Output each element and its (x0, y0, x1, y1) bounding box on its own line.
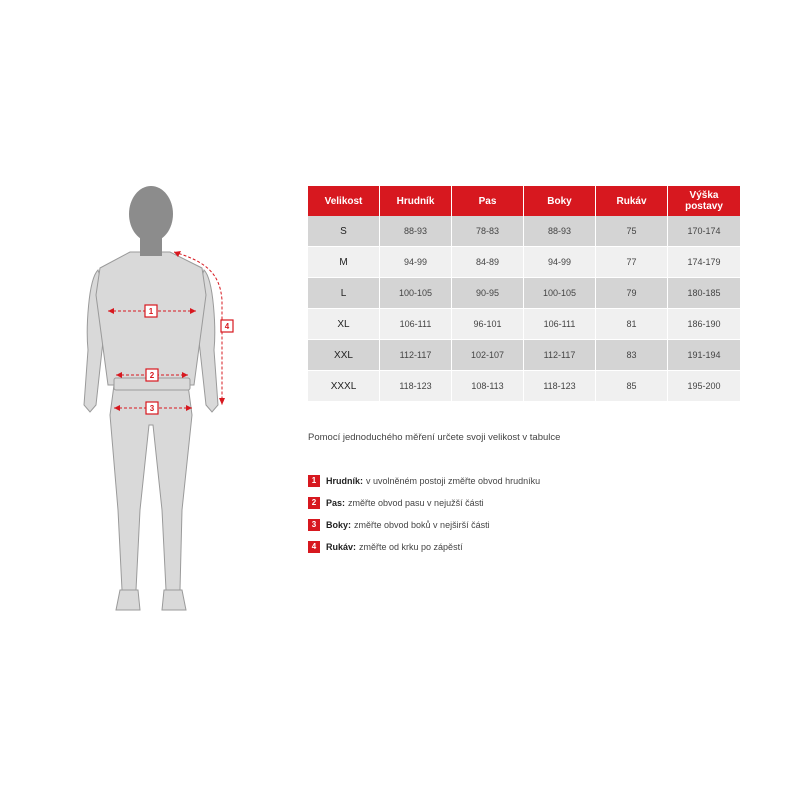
table-cell: XXXL (308, 371, 380, 402)
legend-number: 4 (308, 541, 320, 553)
table-header-row (308, 186, 740, 216)
table-cell: 106-111 (524, 309, 596, 340)
table-cell: S (308, 216, 380, 247)
table-cell: 94-99 (380, 247, 452, 278)
table-cell: 118-123 (380, 371, 452, 402)
legend-text: v uvolněném postoji změřte obvod hrudníku (366, 476, 541, 486)
header-waist: Pas (452, 186, 524, 216)
measurement-legend (308, 470, 540, 558)
marker-waist (146, 369, 158, 381)
table-cell: 191-194 (668, 340, 740, 371)
table-cell: 94-99 (524, 247, 596, 278)
table-cell: 88-93 (380, 216, 452, 247)
legend-text: změřte obvod boků v nejširší části (354, 520, 490, 530)
legend-item-sleeve (308, 536, 540, 558)
table-row (308, 340, 740, 371)
table-cell: 83 (596, 340, 668, 371)
table-cell: M (308, 247, 380, 278)
table-cell: 112-117 (524, 340, 596, 371)
table-cell: 75 (596, 216, 668, 247)
legend-number: 1 (308, 475, 320, 487)
table-row (308, 216, 740, 247)
table-cell: 77 (596, 247, 668, 278)
legend-item-hips (308, 514, 540, 536)
table-cell: 108-113 (452, 371, 524, 402)
size-table (308, 186, 740, 402)
table-cell: 102-107 (452, 340, 524, 371)
table-cell: 79 (596, 278, 668, 309)
table-cell: 85 (596, 371, 668, 402)
legend-term: Rukáv: (326, 542, 357, 552)
table-row (308, 371, 740, 402)
table-cell: 174-179 (668, 247, 740, 278)
table-cell: XXL (308, 340, 380, 371)
marker-waist-label: 2 (149, 371, 155, 380)
header-chest: Hrudník (380, 186, 452, 216)
table-cell: XL (308, 309, 380, 340)
table-cell: 170-174 (668, 216, 740, 247)
legend-text: změřte obvod pasu v nejužší části (348, 498, 484, 508)
table-cell: 90-95 (452, 278, 524, 309)
legend-term: Boky: (326, 520, 352, 530)
legend-term: Pas: (326, 498, 346, 508)
table-cell: 180-185 (668, 278, 740, 309)
header-height: Výška postavy (668, 186, 740, 216)
table-row (308, 278, 740, 309)
legend-number: 3 (308, 519, 320, 531)
table-cell: 100-105 (524, 278, 596, 309)
marker-hips (146, 402, 158, 414)
table-cell: 195-200 (668, 371, 740, 402)
table-cell: 84-89 (452, 247, 524, 278)
legend-item-chest (308, 470, 540, 492)
body-figure (70, 180, 250, 620)
intro-text: Pomocí jednoduchého měření určete svoji velikost v tabulce (308, 432, 561, 443)
header-hips: Boky (524, 186, 596, 216)
legend-number: 2 (308, 497, 320, 509)
table-cell: 88-93 (524, 216, 596, 247)
table-cell: 78-83 (452, 216, 524, 247)
table-cell: 186-190 (668, 309, 740, 340)
marker-sleeve-label: 4 (224, 322, 230, 331)
legend-text: změřte od krku po zápěstí (359, 542, 463, 552)
table-cell: 96-101 (452, 309, 524, 340)
table-row (308, 247, 740, 278)
marker-sleeve (221, 320, 233, 332)
table-cell: L (308, 278, 380, 309)
marker-hips-label: 3 (149, 404, 155, 413)
legend-term: Hrudník: (326, 476, 363, 486)
table-cell: 106-111 (380, 309, 452, 340)
header-size: Velikost (308, 186, 380, 216)
marker-chest-label: 1 (148, 307, 154, 316)
header-sleeve: Rukáv (596, 186, 668, 216)
legend-item-waist (308, 492, 540, 514)
table-cell: 100-105 (380, 278, 452, 309)
table-cell: 118-123 (524, 371, 596, 402)
table-row (308, 309, 740, 340)
table-cell: 112-117 (380, 340, 452, 371)
marker-chest (145, 305, 157, 317)
table-cell: 81 (596, 309, 668, 340)
